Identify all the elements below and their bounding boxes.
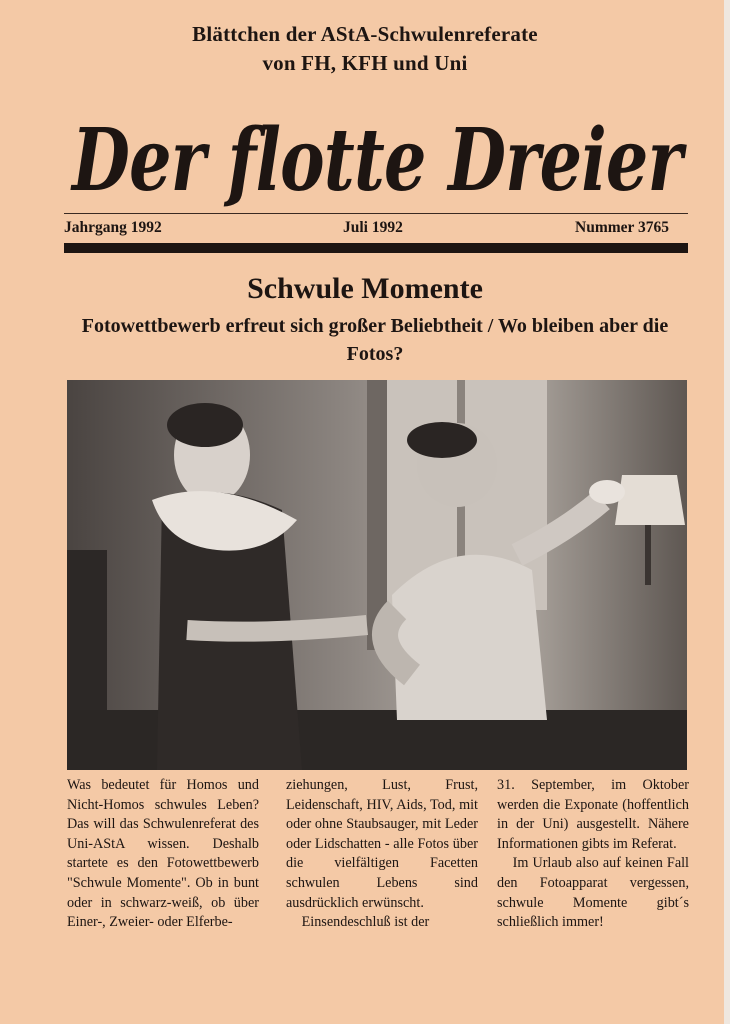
masthead-subtitle-line1: Blättchen der AStA-Schwulenreferate: [192, 22, 538, 46]
masthead-logo: [62, 92, 692, 227]
page-edge: [724, 0, 730, 1024]
top-rule: [64, 213, 688, 214]
column-1-paragraph: Was bedeutet für Homos und Nicht-Homos schwules Leben? Das will das Schwulenreferat des Uni-AStA wissen. Deshalb startete es den Fotowettbewerb "Schwule Momente". Ob in bunt oder in schwarz-weiß, ob über Einer-, Zweier- oder Elferbe-: [67, 777, 259, 931]
article-column-2: [286, 776, 478, 933]
date-label: Juli 1992: [343, 219, 403, 236]
column-2-paragraph-2: Einsendeschluß ist der: [301, 914, 430, 931]
article-headline: Schwule Momente: [247, 272, 483, 305]
volume-label: Jahrgang 1992: [64, 219, 162, 236]
heavy-rule: [64, 243, 688, 253]
article-subheadline: Fotowettbewerb erfreut sich großer Beliebtheit / Wo bleiben aber die Fotos?: [81, 315, 669, 365]
article-column-1: [67, 776, 259, 933]
column-3-paragraph-1: 31. September, im Oktober werden die Exponate (hoffentlich in der Uni) ausgestellt. Nähere Informationen gibts im Referat.: [497, 777, 689, 852]
column-2-paragraph-1: ziehungen, Lust, Frust, Leidenschaft, HIV, Aids, Tod, mit oder ohne Staubsauger, mit Leder oder Lidschatten - alle Fotos über die vielfältigen Facetten schwulen Lebens sind ausdrücklich erwünscht.: [286, 777, 478, 911]
masthead-subtitle-line2: von FH, KFH und Uni: [262, 51, 468, 75]
photo-illustration: [67, 380, 687, 770]
article-column-3: [497, 776, 689, 933]
masthead-title-text: Der flotte Dreier: [69, 110, 688, 211]
article-photo: [67, 380, 687, 770]
issue-label: Nummer 3765: [575, 219, 669, 236]
masthead-title: [62, 92, 692, 227]
column-3-paragraph-2: Im Urlaub also auf keinen Fall den Fotoapparat vergessen, schwule Momente gibt´s schließlich immer!: [497, 855, 689, 931]
